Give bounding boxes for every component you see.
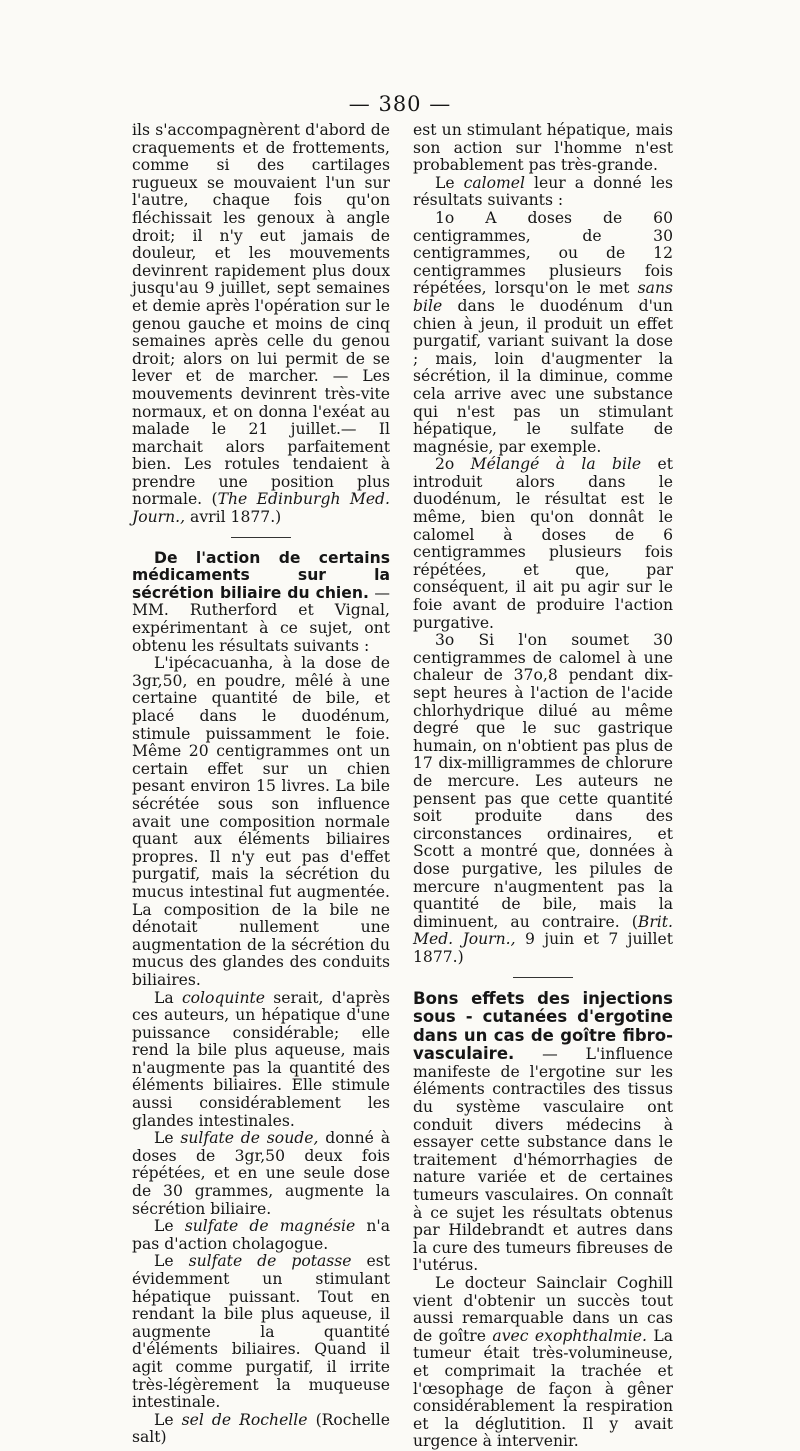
right-column [413, 122, 673, 1451]
section-heading: De l'action de certains médicaments sur la sécrétion biliaire du chien. [132, 548, 390, 602]
paragraph: 1o A doses de 60 centigrammes, de 30 centigrammes, ou de 12 centigrammes plusieurs fois répétées, lorsqu'on le met sans bile dans le duodénum d'un chien à jeun, il produit un effet purgatif, variant suivant la dose ; mais, loin d'augmenter la sécrétion, il la diminue, comme cela arrive avec une substance qui n'est pas un stimulant hépatique, le sulfate de magnésie, par exemple. [413, 208, 673, 456]
paragraph: Le sulfate de magnésie n'a pas d'action cholagogue. [132, 1217, 390, 1253]
citation: The Edinburgh Med. Journ., [132, 490, 390, 527]
paragraph: 3o Si l'on soumet 30 centigrammes de calomel à une chaleur de 37o,8 pendant dix-sept heures à l'action de l'acide chlorhydrique dilué au même degré que le suc gastrique humain, on n'obtient pas plus de 17 dix-milligrammes de chlorure de mercure. Les auteurs ne pensent pas que cette quantité soit produite dans des circonstances ordinaires, et Scott a montré que, données à dose purgative, les pilules de mercure n'augmentent pas la quantité de bile, mais la diminuent, au contraire. (Brit. Med. Journ., 9 juin et 7 juillet 1877.) [413, 631, 673, 966]
section-divider [231, 537, 291, 538]
paragraph: La coloquinte serait, d'après ces auteurs, un hépatique d'une puissance considérable; elle rend la bile plus aqueuse, mais n'augmente pas la quantité des éléments biliaires. Elle stimule aussi considérablement les glandes intestinales. [132, 988, 390, 1130]
paragraph: Le sulfate de soude, donné à doses de 3gr,50 deux fois répétées, et en une seule dose de 30 grammes, augmente la sécrétion biliaire. [132, 1129, 390, 1218]
section-heading-paragraph: De l'action de certains médicaments sur la sécrétion biliaire du chien. — MM. Rutherford et Vignal, expérimentant à ce sujet, ont obtenu les résultats suivants : [132, 548, 390, 655]
paragraph: est un stimulant hépatique, mais son action sur l'homme n'est probablement pas très-grande. [413, 121, 673, 175]
paragraph: Le calomel leur a donné les résultats suivants : [413, 173, 673, 210]
paragraph: Le sulfate de potasse est évidemment un stimulant hépatique puissant. Tout en rendant la bile plus aqueuse, il augmente la quantité d'éléments biliaires. Quand il agit comme purgatif, il irrite très-légèrement la muqueuse intestinale. [132, 1252, 390, 1412]
section-heading-paragraph: Bons effets des injections sous - cutanées d'ergotine dans un cas de goître fibro- vasculaire. — L'influence manifeste de l'ergotine sur les éléments contractiles des tissus du système vasculaire ont conduit divers médecins à essayer cette substance dans le traitement d'hémorrhagies de nature variée et de certaines tumeurs vasculaires. On connaît à ce sujet les résultats obtenus par Hildebrandt et autres dans la cure des tumeurs fibreuses de l'utérus. [413, 988, 673, 1275]
page-number: — 380 — [348, 92, 452, 116]
paragraph: Le sel de Rochelle (Rochelle salt) [132, 1410, 390, 1447]
left-column [132, 122, 390, 1447]
paragraph: ils s'accompagnèrent d'abord de craquements et de frottements, comme si des cartilages rugueux se mouvaient l'un sur l'autre, chaque fois qu'on fléchissait les genoux à angle droit; il n'y eut jamais de douleur, et les mouvements devinrent rapidement plus doux jusqu'au 9 juillet, sept semaines et demie après l'opération sur le genou gauche et moins de cinq semaines après celle du genou droit; alors on lui permit de se lever et de marcher. — Les mouvements devinrent très-vite normaux, et on donna l'exéat au malade le 21 juillet.— Il marchait alors parfaitement bien. Les rotules tendaient à prendre une position plus normale. (The Edinburgh Med. Journ., avril 1877.) [132, 121, 390, 527]
citation: Brit. Med. Journ., [413, 912, 673, 949]
paragraph: Le docteur Sainclair Coghill vient d'obtenir un succès tout aussi remarquable dans un cas de goître avec exophthalmie. La tumeur était très-volumineuse, et comprimait la trachée et l'œsophage de façon à gêner considérablement la respiration et la déglutition. Il y avait urgence à intervenir. [413, 1274, 673, 1451]
paragraph: L'ipécacuanha, à la dose de 3gr,50, en poudre, mêlé à une certaine quantité de bile, et placé dans le duodénum, stimule puissamment le foie. Même 20 centigrammes ont un certain effet sur un chien pesant environ 15 livres. La bile sécrétée sous son influence avait une composition normale quant aux éléments biliaires propres. Il n'y eut pas d'effet purgatif, mais la sécrétion du mucus intestinal fut augmentée. La composition de la bile ne dénotait nullement une augmentation de la sécrétion du mucus des glandes des conduits biliaires. [132, 654, 390, 989]
section-divider [513, 977, 573, 978]
section-heading: Bons effets des injections sous - cutanées d'ergotine dans un cas de goître fibro- vasculaire. [413, 988, 673, 1064]
paragraph: 2o Mélangé à la bile et introduit alors dans le duodénum, le résultat est le même, bien qu'on donnât le calomel à doses de 6 centigrammes plusieurs fois répétées, et que, par conséquent, il ait pu agir sur le foie avant de produire l'action purgative. [413, 455, 674, 632]
